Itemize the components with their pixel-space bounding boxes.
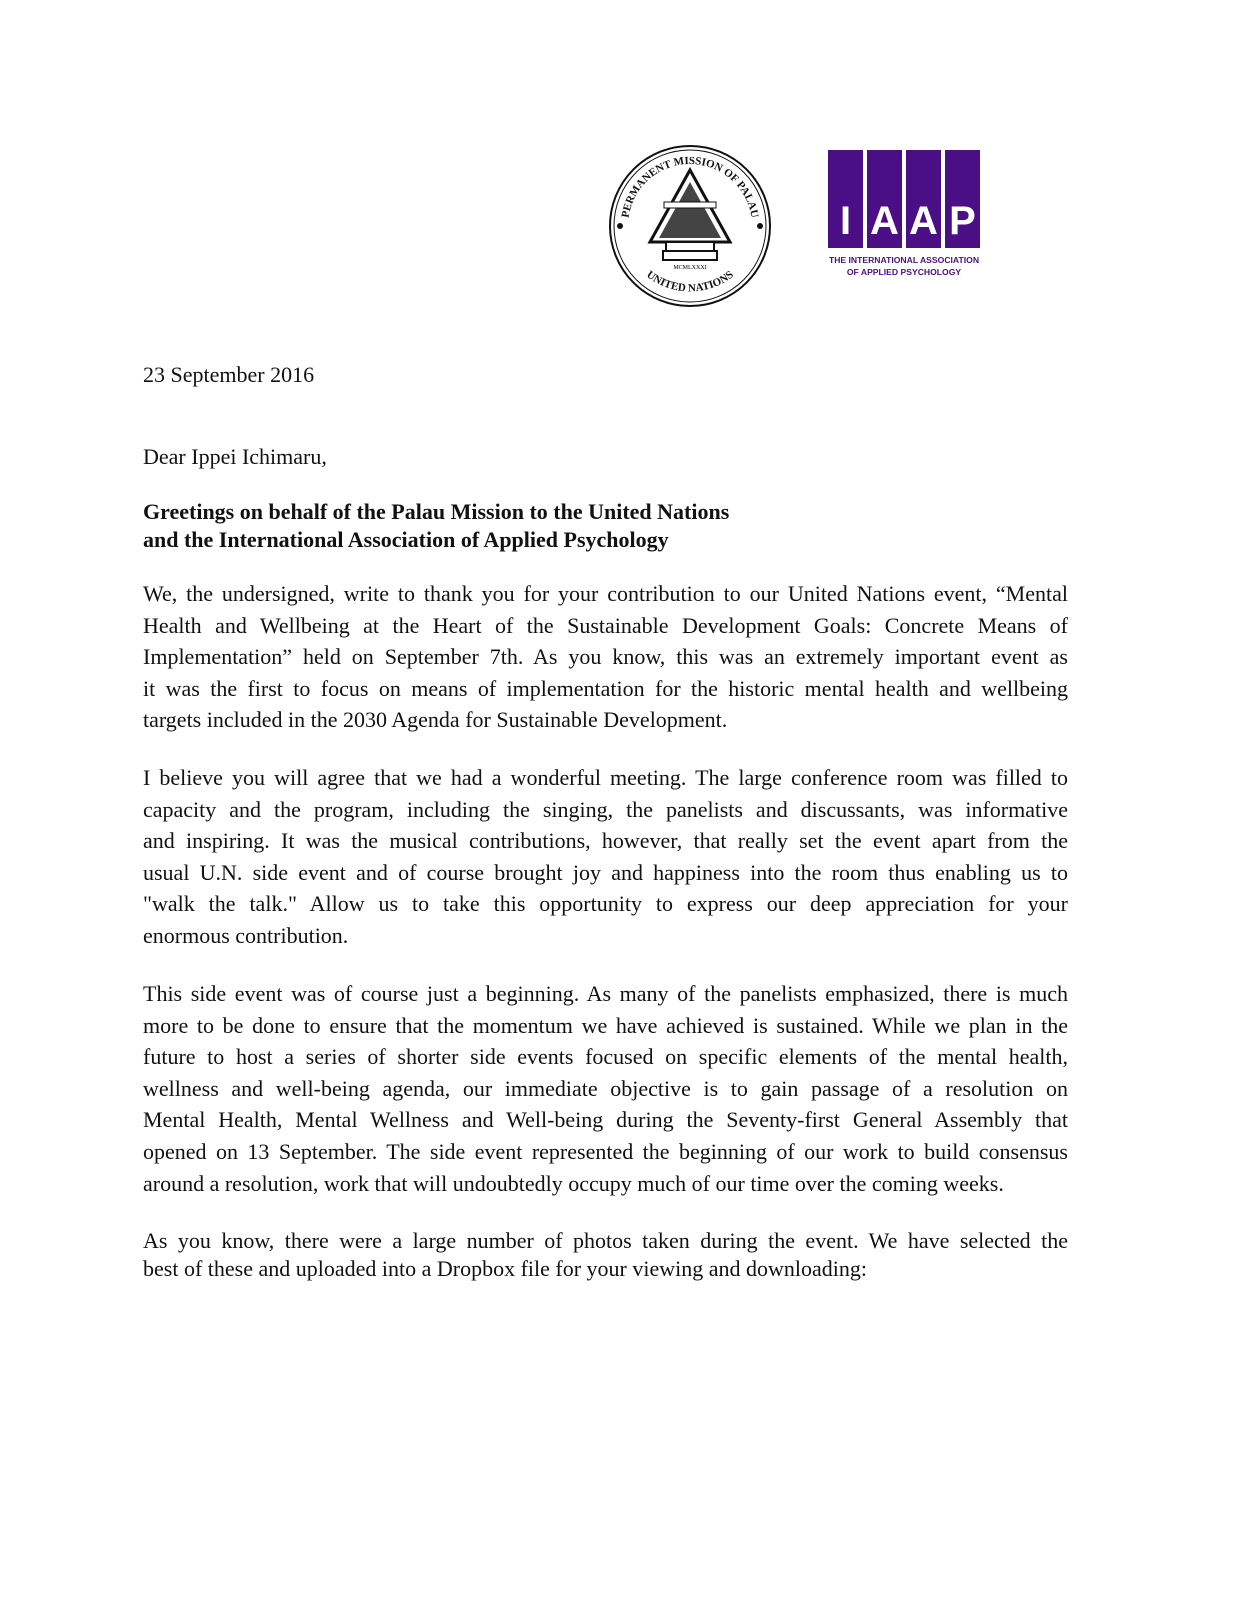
paragraph-line: opened on 13 September. The side event represented the beginning of our work to build consensus: [143, 1138, 1068, 1164]
salutation: [143, 441, 1068, 473]
salutation-text: Dear Ippei Ichimaru,: [143, 444, 327, 469]
iaap-name-line1: THE INTERNATIONAL ASSOCIATION: [828, 255, 980, 265]
paragraph-line: "walk the talk." Allow us to take this opportunity to express our deep appreciation for your: [143, 891, 1068, 917]
paragraph-line: it was the first to focus on means of implementation for the historic mental health and wellbeing: [143, 675, 1068, 701]
paragraph-1: [143, 578, 1068, 736]
iaap-logo: [828, 150, 980, 278]
seal-top-text: PERMANENT MISSION OF PALAU: [619, 154, 761, 219]
paragraph-line: Mental Health, Mental Wellness and Well-being during the Seventy-first General Assembly that: [143, 1107, 1068, 1133]
paragraph-line: enormous contribution.: [143, 922, 349, 948]
iaap-letter: P: [945, 150, 980, 248]
paragraph-line: This side event was of course just a beginning. As many of the panelists emphasized, there is much: [143, 981, 1068, 1006]
paragraph-line: I believe you will agree that we had a wonderful meeting. The large conference room was filled to: [143, 765, 1068, 790]
iaap-letter: I: [828, 150, 863, 248]
paragraph-line: wellness and well-being agenda, our immediate objective is to gain passage of a resolution on: [143, 1075, 1068, 1101]
letter-date: [143, 359, 1068, 391]
paragraph-line: Health and Wellbeing at the Heart of the Sustainable Development Goals: Concrete Means of: [143, 612, 1068, 638]
iaap-letter: A: [867, 150, 902, 248]
palau-mission-seal: [606, 142, 774, 310]
paragraph-line: more to be done to ensure that the momentum we have achieved is sustained. While we plan in the: [143, 1012, 1068, 1038]
paragraph-line: usual U.N. side event and of course brought joy and happiness into the room thus enabling us to: [143, 859, 1068, 885]
heading-line: Greetings on behalf of the Palau Mission to the United Nations: [143, 499, 730, 524]
date-text: 23 September 2016: [143, 362, 315, 387]
paragraph-4: [143, 1227, 1068, 1283]
letter-heading: [143, 498, 1068, 554]
paragraph-line: future to host a series of shorter side events focused on specific elements of the mental health,: [143, 1044, 1068, 1070]
paragraph-line: around a resolution, work that will undoubtedly occupy much of our time over the coming weeks.: [143, 1170, 1004, 1196]
paragraph-line: targets included in the 2030 Agenda for Sustainable Development.: [143, 707, 728, 733]
heading-line: and the International Association of Applied Psychology: [143, 527, 669, 552]
seal-bottom-text: UNITED NATIONS: [644, 268, 736, 295]
paragraph-line: and inspiring. It was the musical contributions, however, that really set the event apart from the: [143, 828, 1068, 854]
paragraph-line: best of these and uploaded into a Dropbox file for your viewing and downloading:: [143, 1256, 868, 1281]
paragraph-line: As you know, there were a large number of photos taken during the event. We have selected the: [143, 1228, 1068, 1253]
iaap-letter: A: [906, 150, 941, 248]
paragraph-3: [143, 978, 1068, 1199]
iaap-name-line2: OF APPLIED PSYCHOLOGY: [846, 267, 962, 277]
paragraph-line: capacity and the program, including the singing, the panelists and discussants, was informative: [143, 796, 1068, 822]
paragraph-line: We, the undersigned, write to thank you for your contribution to our United Nations event, “Mental: [143, 581, 1068, 606]
paragraph-2: [143, 762, 1068, 952]
seal-year: MCMLXXXI: [673, 265, 707, 271]
paragraph-line: Implementation” held on September 7th. As you know, this was an extremely important event as: [143, 644, 1068, 670]
